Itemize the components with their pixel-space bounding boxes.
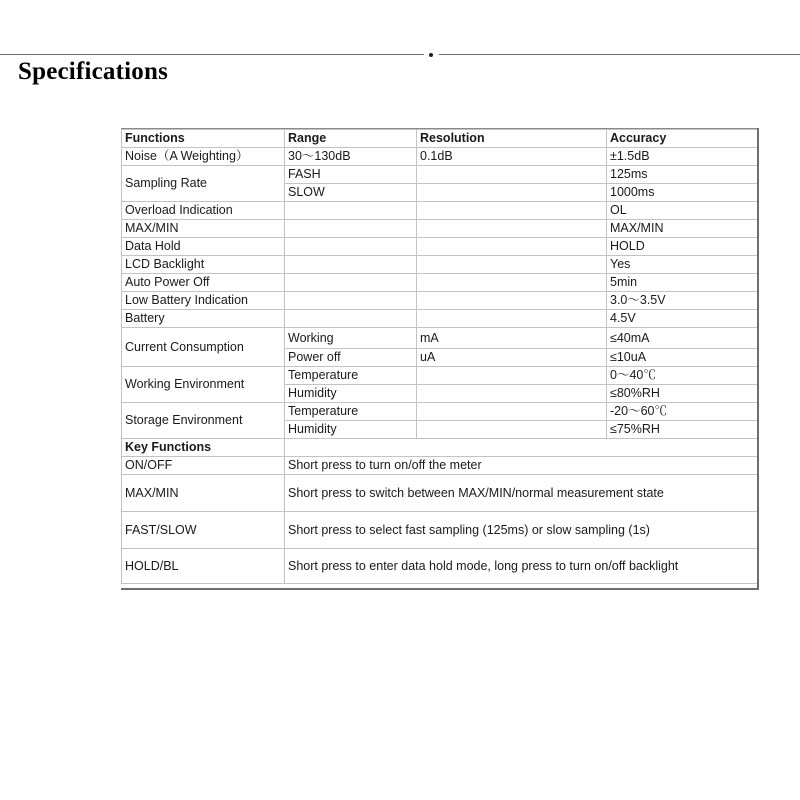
header-resolution: Resolution bbox=[417, 130, 607, 148]
cell-function: Current Consumption bbox=[122, 328, 285, 367]
table-row-backlight bbox=[122, 256, 759, 274]
key-row-holdbl bbox=[122, 549, 759, 584]
cell-range bbox=[285, 292, 417, 310]
table-row-datahold bbox=[122, 238, 759, 256]
table-row-noise bbox=[122, 148, 759, 166]
cell-range: Humidity bbox=[285, 421, 417, 439]
key-functions-header-row bbox=[122, 439, 759, 457]
key-description: Short press to enter data hold mode, long press to turn on/off backlight bbox=[285, 549, 759, 584]
key-name: FAST/SLOW bbox=[122, 512, 285, 549]
cell-function: Data Hold bbox=[122, 238, 285, 256]
cell-range: Working bbox=[285, 328, 417, 349]
cell-accuracy: ≤80%RH bbox=[607, 385, 759, 403]
page-title: Specifications bbox=[18, 58, 169, 85]
key-row-onoff bbox=[122, 457, 759, 475]
table-row-storeenv-temp bbox=[122, 403, 759, 421]
cell-accuracy: 1000ms bbox=[607, 184, 759, 202]
cell-accuracy: 4.5V bbox=[607, 310, 759, 328]
cell-function: Battery bbox=[122, 310, 285, 328]
cell-resolution bbox=[417, 166, 607, 184]
cell-function: Overload Indication bbox=[122, 202, 285, 220]
cell-resolution bbox=[417, 421, 607, 439]
cell-accuracy: ±1.5dB bbox=[607, 148, 759, 166]
top-divider bbox=[0, 53, 800, 57]
divider-left-line bbox=[0, 54, 424, 55]
cell-resolution bbox=[417, 385, 607, 403]
cell-resolution bbox=[417, 202, 607, 220]
cell-range: 30～130dB bbox=[285, 148, 417, 166]
cell-resolution bbox=[417, 403, 607, 421]
cell-range: Humidity bbox=[285, 385, 417, 403]
cell-function: Noise（A Weighting） bbox=[122, 148, 285, 166]
cell-accuracy: 3.0～3.5V bbox=[607, 292, 759, 310]
cell-range bbox=[285, 202, 417, 220]
key-name: HOLD/BL bbox=[122, 549, 285, 584]
cell-function: Sampling Rate bbox=[122, 166, 285, 202]
cell-resolution: uA bbox=[417, 349, 607, 367]
cell-resolution bbox=[417, 292, 607, 310]
cell-accuracy: 125ms bbox=[607, 166, 759, 184]
cell-range bbox=[285, 310, 417, 328]
table-row-current-working bbox=[122, 328, 759, 349]
header-range: Range bbox=[285, 130, 417, 148]
key-functions-title: Key Functions bbox=[122, 439, 285, 457]
cell-resolution bbox=[417, 220, 607, 238]
table-row-maxmin bbox=[122, 220, 759, 238]
divider-dot bbox=[429, 53, 433, 57]
cell-accuracy: HOLD bbox=[607, 238, 759, 256]
key-row-fastslow bbox=[122, 512, 759, 549]
key-row-maxmin bbox=[122, 475, 759, 512]
cell-range: FASH bbox=[285, 166, 417, 184]
cell-resolution bbox=[417, 184, 607, 202]
cell-range: Temperature bbox=[285, 367, 417, 385]
cell-range bbox=[285, 274, 417, 292]
key-description: Short press to turn on/off the meter bbox=[285, 457, 759, 475]
table-row-battery bbox=[122, 310, 759, 328]
table-row-sampling-fast bbox=[122, 166, 759, 184]
key-description: Short press to select fast sampling (125ms) or slow sampling (1s) bbox=[285, 512, 759, 549]
cell-accuracy: ≤75%RH bbox=[607, 421, 759, 439]
table-row-lowbatt bbox=[122, 292, 759, 310]
header-functions: Functions bbox=[122, 130, 285, 148]
table-row-workenv-temp bbox=[122, 367, 759, 385]
table-row-autooff bbox=[122, 274, 759, 292]
cell-accuracy: 5min bbox=[607, 274, 759, 292]
table-row-overload bbox=[122, 202, 759, 220]
cell-function: Working Environment bbox=[122, 367, 285, 403]
cell-range: Power off bbox=[285, 349, 417, 367]
cell-resolution bbox=[417, 310, 607, 328]
divider-right-line bbox=[439, 54, 800, 55]
cell-resolution: mA bbox=[417, 328, 607, 349]
cell-range bbox=[285, 256, 417, 274]
table-frame-right bbox=[757, 128, 759, 589]
key-name: MAX/MIN bbox=[122, 475, 285, 512]
cell-accuracy: ≤10uA bbox=[607, 349, 759, 367]
key-description: Short press to switch between MAX/MIN/normal measurement state bbox=[285, 475, 759, 512]
cell-range bbox=[285, 220, 417, 238]
cell-accuracy: MAX/MIN bbox=[607, 220, 759, 238]
cell-function: LCD Backlight bbox=[122, 256, 285, 274]
cell-function: Low Battery Indication bbox=[122, 292, 285, 310]
cell-range: SLOW bbox=[285, 184, 417, 202]
header-row bbox=[122, 130, 759, 148]
cell-resolution bbox=[417, 238, 607, 256]
cell-function: MAX/MIN bbox=[122, 220, 285, 238]
key-functions-blank bbox=[285, 439, 759, 457]
table-frame-bottom bbox=[121, 588, 759, 590]
cell-accuracy: OL bbox=[607, 202, 759, 220]
cell-range bbox=[285, 238, 417, 256]
cell-accuracy: ≤40mA bbox=[607, 328, 759, 349]
cell-function: Auto Power Off bbox=[122, 274, 285, 292]
cell-accuracy: Yes bbox=[607, 256, 759, 274]
cell-resolution bbox=[417, 367, 607, 385]
cell-accuracy: 0～40℃ bbox=[607, 367, 759, 385]
cell-accuracy: -20～60℃ bbox=[607, 403, 759, 421]
cell-range: Temperature bbox=[285, 403, 417, 421]
cell-resolution bbox=[417, 274, 607, 292]
cell-resolution: 0.1dB bbox=[417, 148, 607, 166]
header-accuracy: Accuracy bbox=[607, 130, 759, 148]
key-name: ON/OFF bbox=[122, 457, 285, 475]
cell-function: Storage Environment bbox=[122, 403, 285, 439]
cell-resolution bbox=[417, 256, 607, 274]
specifications-table bbox=[121, 129, 759, 584]
